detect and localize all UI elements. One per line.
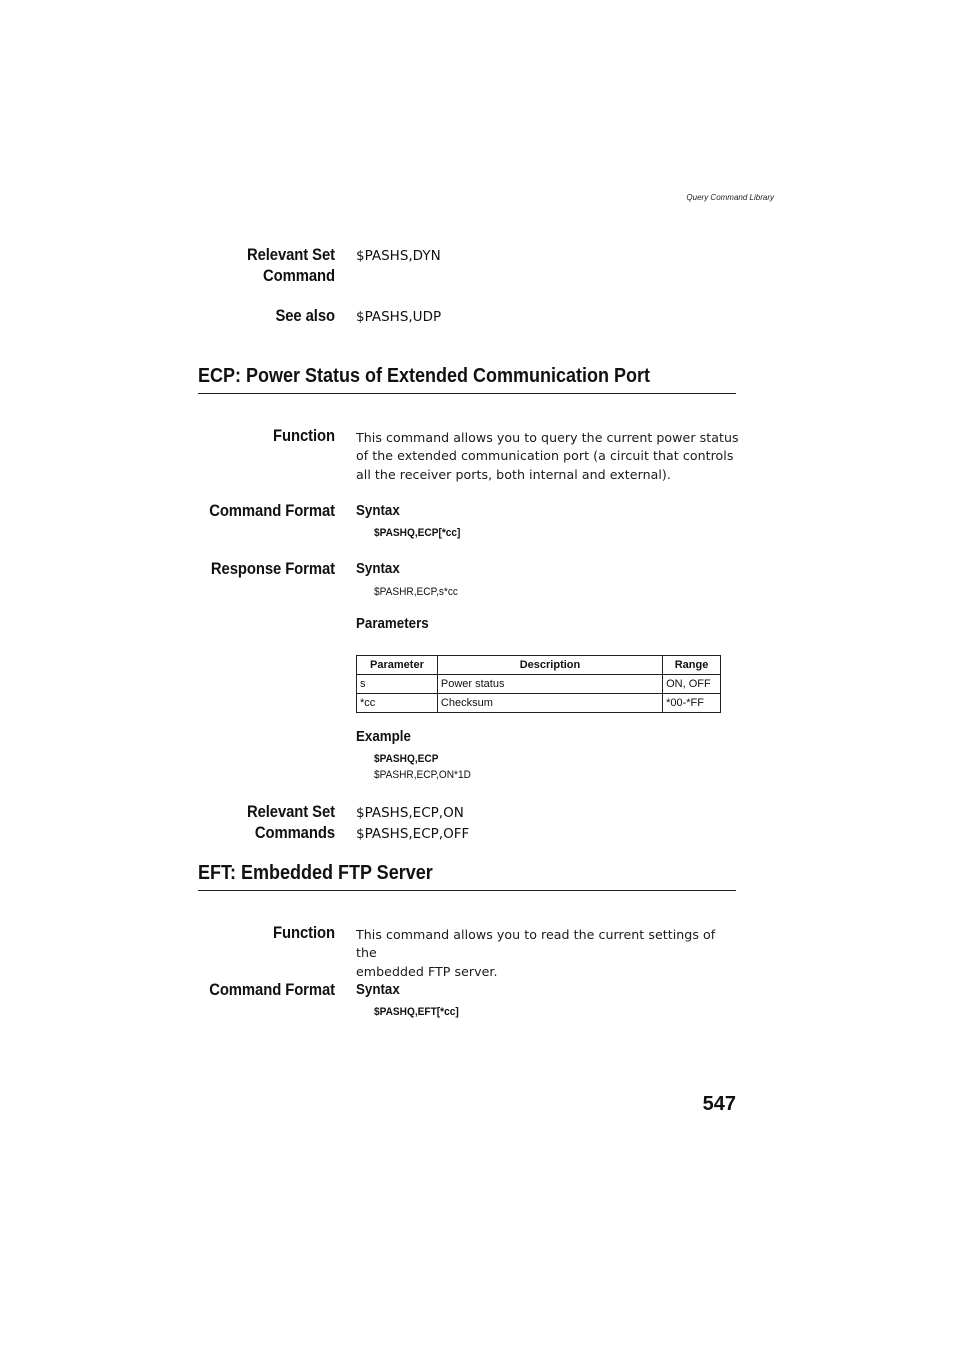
eft-function-label: Function [273, 924, 335, 942]
table-cell: s [357, 675, 438, 694]
ecp-response-format-label: Response Format [210, 560, 335, 578]
ecp-relevant-set-values [356, 803, 469, 845]
table-cell: Checksum [437, 694, 662, 713]
ecp-response-syntax-label: Syntax [356, 561, 400, 577]
ecp-relevant-set-value: $PASHS,ECP,ON [356, 805, 464, 821]
see-also-value: $PASHS,UDP [356, 309, 442, 325]
ecp-relevant-set-value: $PASHS,ECP,OFF [356, 826, 470, 842]
relevant-set-label-line1: Relevant Set [246, 246, 335, 264]
table-header-description: Description [437, 656, 662, 675]
relevant-set-value: $PASHS,DYN [356, 248, 441, 264]
ecp-relevant-set-label-line2: Commands [254, 824, 335, 842]
table-cell: *cc [357, 694, 438, 713]
ecp-parameters-label: Parameters [356, 616, 429, 632]
ecp-function-label: Function [273, 427, 335, 445]
ecp-title-rule [198, 393, 736, 394]
ecp-command-syntax-label: Syntax [356, 503, 400, 519]
relevant-set-label [182, 245, 335, 287]
ecp-example-query: $PASHQ,ECP [374, 753, 439, 765]
table-header-row [357, 656, 721, 675]
page-number: 547 [702, 1093, 736, 1115]
table-row [357, 675, 721, 694]
ecp-example-reply: $PASHR,ECP,ON*1D [374, 769, 471, 781]
ecp-command-format-label: Command Format [209, 502, 335, 520]
ecp-function-line: This command allows you to query the current power status [356, 430, 739, 445]
table-cell: ON, OFF [663, 675, 721, 694]
eft-command-syntax: $PASHQ,EFT[*cc] [374, 1006, 459, 1018]
ecp-parameters-table [356, 655, 721, 713]
table-row [357, 694, 721, 713]
see-also-label: See also [275, 307, 335, 325]
table-header-parameter: Parameter [357, 656, 438, 675]
table-cell: *00-*FF [663, 694, 721, 713]
table-header-range: Range [663, 656, 721, 675]
ecp-section-title: ECP: Power Status of Extended Communication Port [198, 365, 651, 387]
table-cell: Power status [437, 675, 662, 694]
ecp-relevant-set-label [182, 802, 335, 844]
ecp-relevant-set-label-line1: Relevant Set [246, 803, 335, 821]
eft-command-syntax-label: Syntax [356, 982, 400, 998]
ecp-function-line: of the extended communication port (a circuit that controls [356, 448, 734, 464]
eft-command-format-label: Command Format [209, 981, 335, 999]
ecp-command-syntax: $PASHQ,ECP[*cc] [374, 527, 461, 539]
ecp-function-line: all the receiver ports, both internal and external). [356, 466, 671, 482]
eft-function-line: embedded FTP server. [356, 963, 498, 979]
eft-function-line: This command allows you to read the current settings of the [356, 927, 716, 961]
running-header: Query Command Library [686, 193, 774, 202]
eft-function-text [356, 926, 740, 981]
eft-title-rule [198, 890, 736, 891]
ecp-function-text [356, 429, 740, 484]
eft-section-title: EFT: Embedded FTP Server [198, 862, 433, 884]
relevant-set-label-line2: Command [263, 267, 335, 285]
ecp-example-label: Example [356, 729, 411, 745]
ecp-response-syntax: $PASHR,ECP,s*cc [374, 586, 458, 598]
